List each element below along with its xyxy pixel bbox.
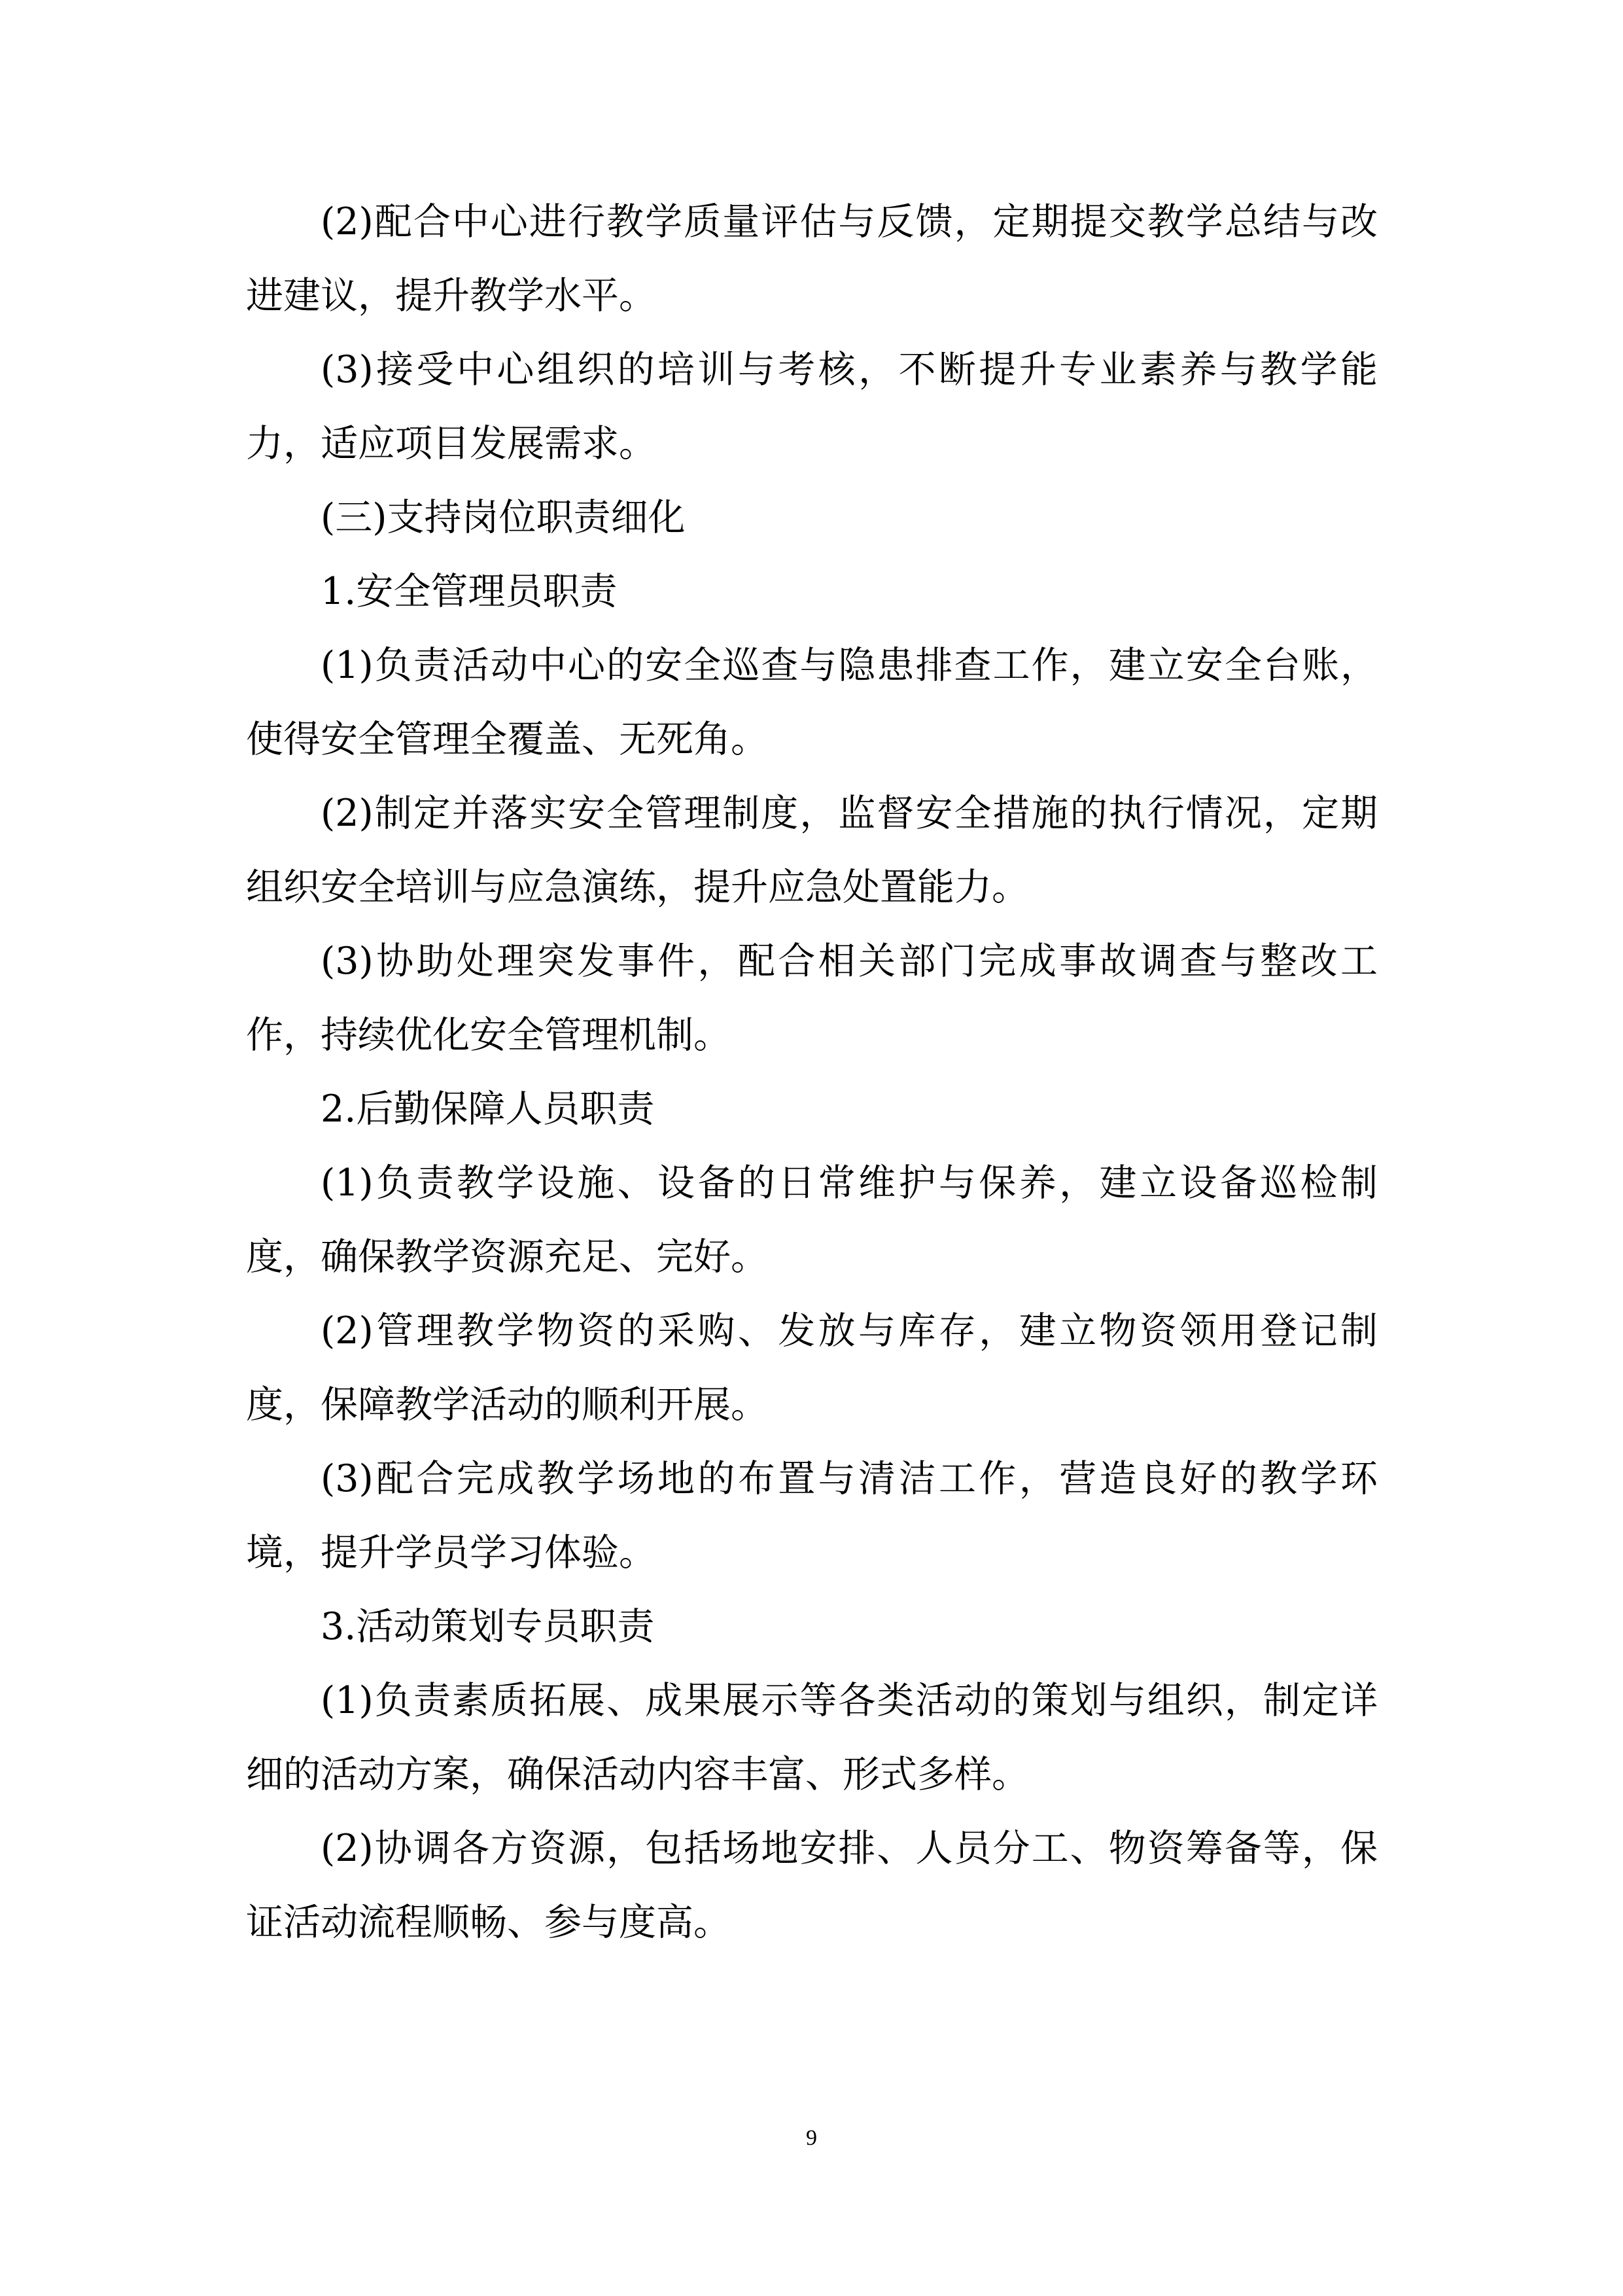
section-heading-support-roles: (三)支持岗位职责细化 [321,496,686,539]
subheading-logistics-staff: 2.后勤保障人员职责 [321,1087,655,1131]
subheading-activity-planner: 3.活动策划专员职责 [321,1605,655,1648]
paragraph-activity-planning: (1)负责素质拓展、成果展示等各类活动的策划与组织，制定详细的活动方案，确保活动内容丰富、形式多样。 [246,1679,1378,1796]
paragraph-materials-management: (2)管理教学物资的采购、发放与库存，建立物资领用登记制度，保障教学活动的顺利开展。 [246,1309,1378,1426]
paragraph-emergency-handling: (3)协助处理突发事件，配合相关部门完成事故调查与整改工作，持续优化安全管理机制。 [246,940,1378,1057]
paragraph-equipment-maintenance: (1)负责教学设施、设备的日常维护与保养，建立设备巡检制度，确保教学资源充足、完好。 [246,1161,1378,1279]
paragraph-safety-regulations: (2)制定并落实安全管理制度，监督安全措施的执行情况，定期组织安全培训与应急演练，提升应急处置能力。 [246,792,1378,909]
document-body [246,185,1378,1960]
subheading-safety-officer: 1.安全管理员职责 [321,570,618,613]
page-number: 9 [806,2126,817,2150]
paragraph-safety-inspection: (1)负责活动中心的安全巡查与隐患排查工作，建立安全台账，使得安全管理全覆盖、无死角。 [246,644,1378,761]
paragraph-venue-preparation: (3)配合完成教学场地的布置与清洁工作，营造良好的教学环境，提升学员学习体验。 [246,1457,1378,1574]
paragraph-training-assessment: (3)接受中心组织的培训与考核，不断提升专业素养与教学能力，适应项目发展需求。 [246,348,1378,465]
paragraph-resource-coordination: (2)协调各方资源，包括场地安排、人员分工、物资筹备等，保证活动流程顺畅、参与度高。 [246,1827,1378,1944]
paragraph-teaching-evaluation: (2)配合中心进行教学质量评估与反馈，定期提交教学总结与改进建议，提升教学水平。 [246,200,1378,317]
